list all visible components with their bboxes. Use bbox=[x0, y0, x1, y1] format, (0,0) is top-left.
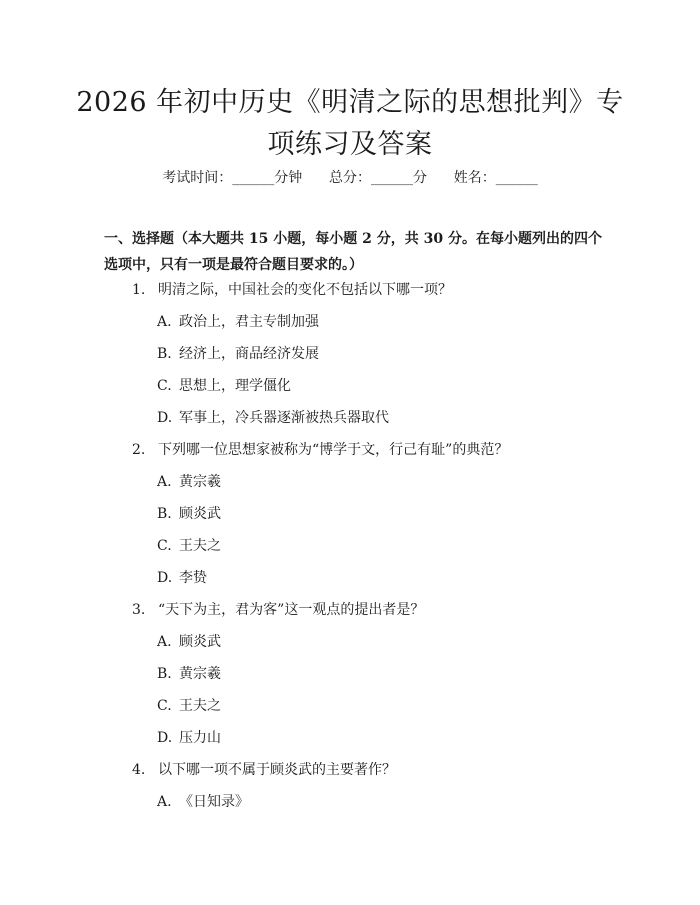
option-text: 压力山 bbox=[179, 730, 221, 746]
question-text: 下列哪一位思想家被称为“博学于文，行己有耻”的典范？ bbox=[158, 442, 509, 458]
option-text: 顾炎武 bbox=[179, 634, 221, 650]
option-text: 王夫之 bbox=[179, 698, 221, 714]
q1-option-c bbox=[157, 376, 577, 396]
option-text: 黄宗羲 bbox=[179, 474, 221, 490]
option-letter: C. bbox=[157, 378, 172, 394]
q2-option-a bbox=[157, 472, 577, 492]
q4-option-a bbox=[157, 792, 577, 812]
option-text: 《日知录》 bbox=[179, 794, 249, 810]
question-number: 3. bbox=[132, 602, 146, 618]
q2-option-d bbox=[157, 568, 577, 588]
option-letter: B. bbox=[157, 506, 172, 522]
question-text: 以下哪一项不属于顾炎武的主要著作？ bbox=[158, 762, 396, 778]
option-text: 黄宗羲 bbox=[179, 666, 221, 682]
page-title bbox=[70, 82, 630, 166]
option-letter: D. bbox=[157, 730, 173, 746]
option-text: 经济上，商品经济发展 bbox=[179, 346, 319, 362]
question-text: 明清之际，中国社会的变化不包括以下哪一项？ bbox=[158, 282, 452, 298]
q3-option-d bbox=[157, 728, 577, 748]
option-letter: D. bbox=[157, 410, 173, 426]
question-number: 4. bbox=[132, 762, 146, 778]
option-text: 政治上，君主专制加强 bbox=[179, 314, 319, 330]
question-1 bbox=[132, 280, 592, 300]
option-letter: A. bbox=[157, 634, 172, 650]
q2-option-c bbox=[157, 536, 577, 556]
option-letter: C. bbox=[157, 698, 172, 714]
title-line-1: 2026 年初中历史《明清之际的思想批判》专 bbox=[76, 87, 624, 118]
option-letter: A. bbox=[157, 314, 172, 330]
option-letter: A. bbox=[157, 794, 172, 810]
option-letter: B. bbox=[157, 346, 172, 362]
option-text: 军事上，冷兵器逐渐被热兵器取代 bbox=[179, 410, 389, 426]
question-4 bbox=[132, 760, 592, 780]
q3-option-a bbox=[157, 632, 577, 652]
q2-option-b bbox=[157, 504, 577, 524]
q1-option-a bbox=[157, 312, 577, 332]
option-text: 顾炎武 bbox=[179, 506, 221, 522]
question-2 bbox=[132, 440, 592, 460]
question-text: “天下为主，君为客”这一观点的提出者是？ bbox=[158, 602, 425, 618]
option-text: 王夫之 bbox=[179, 538, 221, 554]
question-number: 2. bbox=[132, 442, 146, 458]
q3-option-b bbox=[157, 664, 577, 684]
option-letter: A. bbox=[157, 474, 172, 490]
title-line-2: 项练习及答案 bbox=[267, 129, 433, 160]
section-heading: 一、选择题（本大题共 15 小题，每小题 2 分，共 30 分。在每小题列出的四个选项中，只有一项是最符合题目要求的。） bbox=[104, 231, 602, 273]
question-3 bbox=[132, 600, 592, 620]
q3-option-c bbox=[157, 696, 577, 716]
option-text: 李贽 bbox=[179, 570, 207, 586]
option-letter: B. bbox=[157, 666, 172, 682]
option-letter: C. bbox=[157, 538, 172, 554]
option-text: 思想上，理学僵化 bbox=[179, 378, 291, 394]
option-letter: D. bbox=[157, 570, 173, 586]
q1-option-b bbox=[157, 344, 577, 364]
exam-info-line: 考试时间：______分钟 总分：______分 姓名：______ bbox=[162, 170, 538, 186]
q1-option-d bbox=[157, 408, 577, 428]
question-number: 1. bbox=[132, 282, 146, 298]
